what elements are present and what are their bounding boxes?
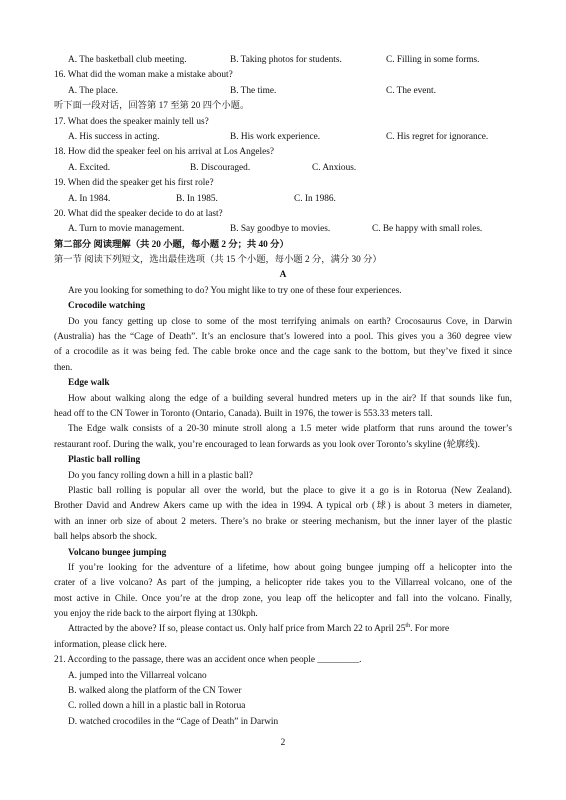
q19-option-b: B. In 1985. xyxy=(176,193,218,204)
edge-walk-line-1: How about walking along the edge of a building several hundred meters up in the air? If that sounds like fun, xyxy=(68,393,512,404)
section-title-edge-walk: Edge walk xyxy=(68,378,110,389)
passage-letter: A xyxy=(279,270,287,281)
plastic-ball-line-4: with an inner orb size of about 2 meters. There’s no brake or steering mechanism, but the inner layer of the plastic xyxy=(54,516,512,527)
crocodile-line-2: (Australia) has the “Cage of Death”. It’s an enclosure that’s lowered into a pool. This gives you a 360 degree view xyxy=(54,332,512,343)
plastic-ball-line-3: Brother David and Andrew Akers came up with the idea in 1994. A typical orb (球) is about 3 meters in diameter, xyxy=(54,501,512,512)
exam-page xyxy=(0,53,566,730)
q15-option-b: B. Taking photos for students. xyxy=(230,55,342,65)
q18-options xyxy=(0,161,566,176)
q18-question: 18. How did the speaker feel on his arrival at Los Angeles? xyxy=(54,147,274,158)
q21-option-b: B. walked along the platform of the CN Tower xyxy=(68,686,242,697)
part2-heading: 第二部分 阅读理解（共 20 小题，每小题 2 分；共 40 分） xyxy=(54,239,289,250)
crocodile-line-3: of a crocodile as it was being fed. The cable broke once and the cage sank to the bottom, but they’ve fixed it since xyxy=(54,347,512,358)
q17-options xyxy=(0,130,566,145)
edge-walk-line-4: restaurant roof. During the walk, you’re encouraged to lean forwards as you look over Toronto’s skyline (轮廓线). xyxy=(54,439,480,450)
q16-question: 16. What did the woman make a mistake about? xyxy=(54,70,233,81)
q16-options xyxy=(0,84,566,99)
instruction-17-20: 听下面一段对话，回答第 17 至第 20 四个小题。 xyxy=(54,101,250,112)
section-title-plastic-ball: Plastic ball rolling xyxy=(68,455,141,466)
crocodile-line-1: Do you fancy getting up close to some of the most terrifying animals on earth? Crocosaurus Cove, in Darwin xyxy=(68,316,512,327)
q15-option-a: A. The basketball club meeting. xyxy=(68,55,187,65)
q21-option-a: A. jumped into the Villarreal volcano xyxy=(68,670,207,681)
q19-option-a: A. In 1984. xyxy=(68,193,111,204)
q19-options xyxy=(0,192,566,207)
q21-option-d: D. watched crocodiles in the “Cage of Death” in Darwin xyxy=(68,716,279,727)
q16-option-a: A. The place. xyxy=(68,85,118,96)
plastic-ball-line-1: Do you fancy rolling down a hill in a plastic ball? xyxy=(68,470,253,481)
volcano-line-4: you enjoy the ride back to the airport flying at 130kph. xyxy=(54,609,258,620)
page-number: 2 xyxy=(280,738,286,748)
q18-option-b: B. Discouraged. xyxy=(190,162,251,173)
q20-question: 20. What did the speaker decide to do at last? xyxy=(54,208,223,219)
volcano-line-5 xyxy=(0,622,566,637)
volcano-line-3: most active in Chile. Once you’re at the drop zone, you leap off the helicopter and fall into the volcano. Finally, xyxy=(54,593,512,604)
edge-walk-line-3: The Edge walk consists of a 20-30 minute stroll along a 1.5 meter wide platform that runs around the tower’s xyxy=(68,424,512,435)
q20-option-b: B. Say goodbye to movies. xyxy=(230,224,331,235)
q17-question: 17. What does the speaker mainly tell us? xyxy=(54,116,209,127)
volcano-line-5-text: Attracted by the above? If so, please contact us. Only half price from March 22 to April 25 xyxy=(68,624,406,635)
q18-option-a: A. Excited. xyxy=(68,162,111,173)
q15-options xyxy=(0,53,566,68)
volcano-line-1: If you’re looking for the adventure of a lifetime, how about going bungee jumping off a helicopter into the xyxy=(68,562,512,573)
plastic-ball-line-5: ball helps absorb the shock. xyxy=(54,532,158,543)
q19-option-c: C. In 1986. xyxy=(294,193,336,204)
q16-option-c: C. The event. xyxy=(386,85,436,96)
q17-option-c: C. His regret for ignorance. xyxy=(386,131,489,142)
volcano-line-6: information, please click here. xyxy=(54,639,167,650)
volcano-line-5-tail: . For more xyxy=(410,624,450,635)
section-title-crocodile: Crocodile watching xyxy=(68,301,146,312)
section-title-volcano: Volcano bungee jumping xyxy=(68,547,167,558)
q18-option-c: C. Anxious. xyxy=(312,162,357,173)
q17-option-b: B. His work experience. xyxy=(230,131,321,142)
q17-option-a: A. His success in acting. xyxy=(68,131,160,142)
q19-question: 19. When did the speaker get his first role? xyxy=(54,178,214,189)
q20-options xyxy=(0,222,566,237)
q15-option-c: C. Filling in some forms. xyxy=(386,55,480,65)
q20-option-a: A. Turn to movie management. xyxy=(68,224,185,235)
crocodile-line-4: then. xyxy=(54,362,73,373)
ordinal-suffix: th xyxy=(405,623,411,630)
q21-question: 21. According to the passage, there was an accident once when people _________. xyxy=(54,655,362,666)
q20-option-c: C. Be happy with small roles. xyxy=(372,224,483,235)
section1-heading: 第一节 阅读下列短文，选出最佳选项（共 15 个小题，每小题 2 分，满分 30 分） xyxy=(54,255,382,266)
q21-option-c: C. rolled down a hill in a plastic ball in Rotorua xyxy=(68,701,246,712)
plastic-ball-line-2: Plastic ball rolling is popular all over the world, but the place to give it a go is in Rotorua (New Zealand). xyxy=(68,485,512,496)
passage-intro: Are you looking for something to do? You might like to try one of these four experiences. xyxy=(68,285,402,296)
volcano-line-2: crater of a live volcano? As part of the jumping, a helicopter ride takes you to the Villarreal volcano, one of the xyxy=(54,578,512,589)
edge-walk-line-2: head off to the CN Tower in Toronto (Ontario, Canada). Built in 1976, the tower is 553.33 meters tall. xyxy=(54,408,433,419)
q16-option-b: B. The time. xyxy=(230,85,277,96)
